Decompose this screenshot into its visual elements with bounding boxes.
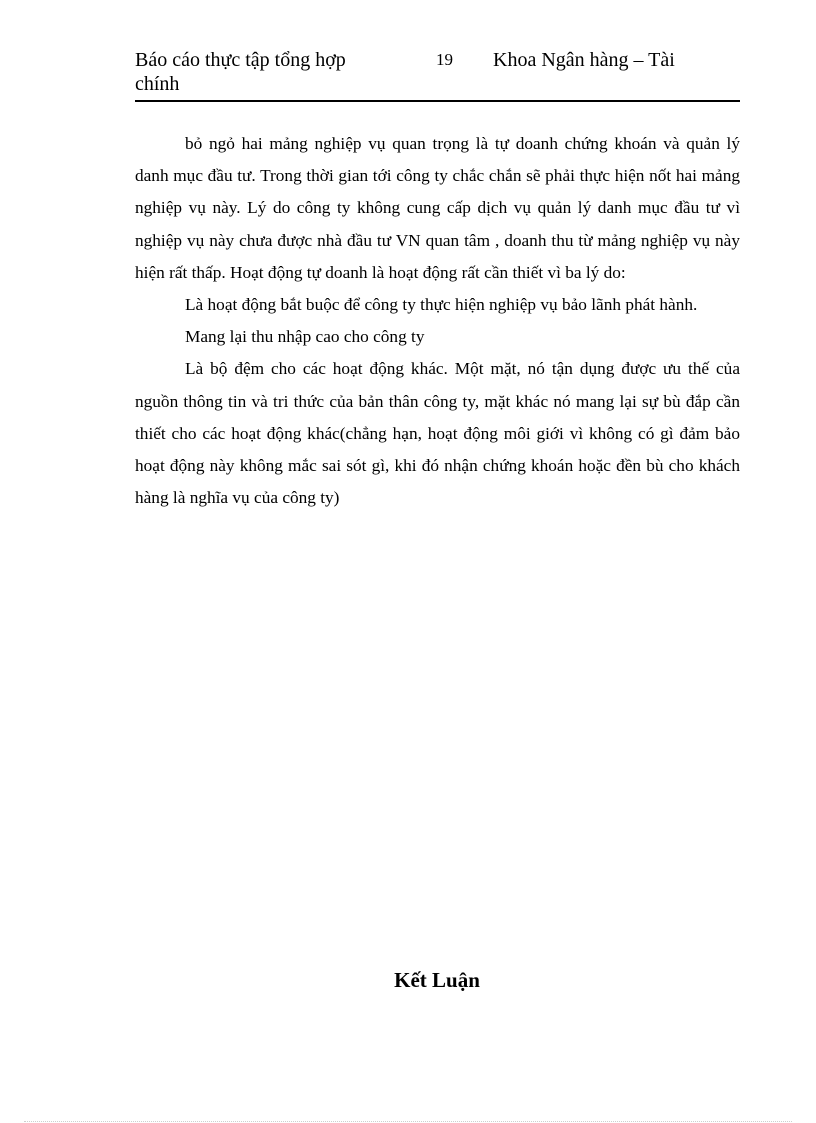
paragraph: bỏ ngỏ hai mảng nghiệp vụ quan trọng là tự doanh chứng khoán và quản lý danh mục đầu tư. Trong thời gian tới công ty chắc chắn sẽ phải thực hiện nốt hai mảng nghiệp vụ này. Lý do công ty không cung cấp dịch vụ quản lý danh mục đầu tư vì nghiệp vụ này chưa được nhà đầu tư VN quan tâm , doanh thu từ mảng nghiệp vụ này hiện rất thấp. Hoạt động tự doanh là hoạt động rất cần thiết vì ba lý do: xyxy=(135,134,740,282)
page-bottom-divider xyxy=(24,1121,792,1122)
paragraph: Mang lại thu nhập cao cho công ty xyxy=(185,327,425,347)
header-report-title: Báo cáo thực tập tổng hợp chính xyxy=(135,49,346,95)
paragraph: Là hoạt động bắt buộc để công ty thực hiện nghiệp vụ bảo lãnh phát hành. xyxy=(185,295,698,315)
header-faculty: Khoa Ngân hàng – Tài xyxy=(493,49,675,71)
conclusion-heading: Kết Luận xyxy=(394,968,480,992)
page-header xyxy=(135,48,740,102)
paragraph: Là bộ đệm cho các hoạt động khác. Một mặt, nó tận dụng được ưu thế của nguồn thông tin và tri thức của bản thân công ty, mặt khác nó mang lại sự bù đắp cần thiết cho các hoạt động khác(chẳng hạn, hoạt động môi giới vì không có gì đảm bảo hoạt động này không mắc sai sót gì, khi đó nhận chứng khoán hoặc đền bù cho khách hàng là nghĩa vụ của công ty) xyxy=(135,359,740,508)
body-text xyxy=(135,128,740,514)
page-number: 19 xyxy=(436,50,453,69)
